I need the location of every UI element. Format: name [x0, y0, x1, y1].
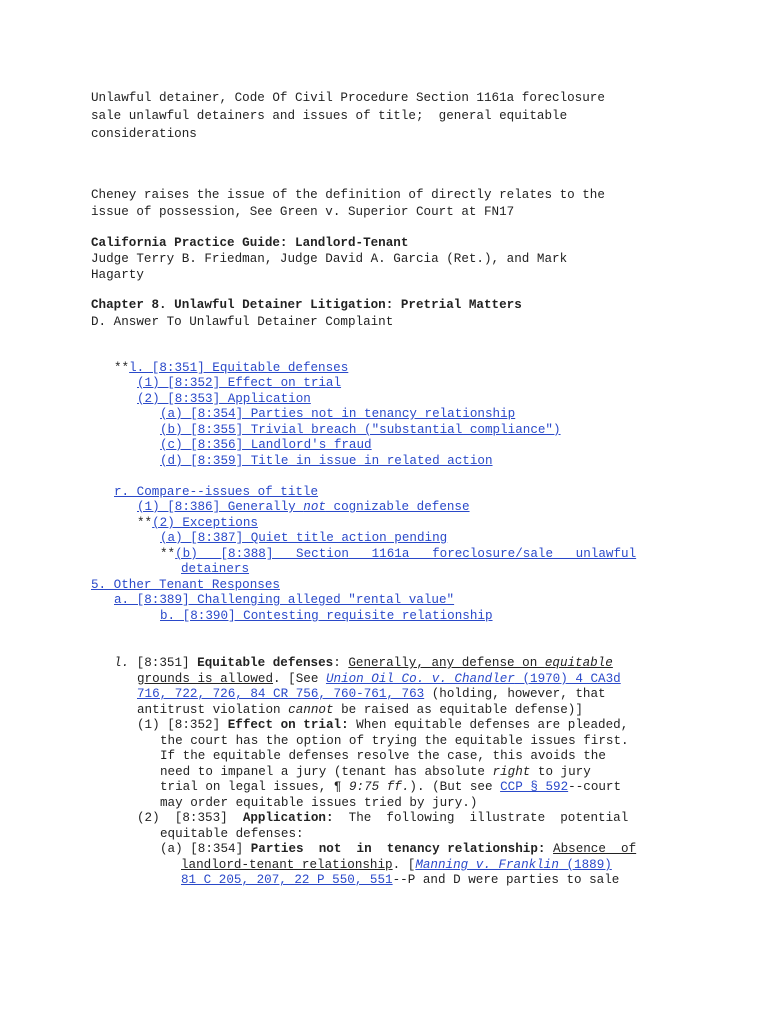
sub1-line-2: the court has the option of trying the equitable issues first. — [160, 734, 629, 748]
toc-r1-post: cognizable defense — [325, 500, 470, 514]
case-cite-link-union-oil[interactable]: (1970) 4 CA3d — [514, 672, 621, 686]
sub1-title: Effect on trial: — [227, 718, 349, 732]
sub1-italic-right: right — [492, 765, 531, 779]
sub2-line-2: equitable defenses: — [160, 827, 304, 841]
toc-link-other-tenant-responses[interactable]: 5. Other Tenant Responses — [91, 578, 280, 592]
authors-line-1: Judge Terry B. Friedman, Judge David A. Garcia (Ret.), and Mark — [91, 252, 568, 266]
sub1-text-5a: trial on legal issues, ¶ — [160, 780, 349, 794]
suba-gap — [545, 842, 553, 856]
statute-link-ccp-592[interactable]: CCP § 592 — [500, 780, 569, 794]
para-text-3: (holding, however, that — [424, 687, 606, 701]
authors-line-2: Hagarty — [91, 268, 144, 282]
intro-heading-line-2: sale unlawful detainers and issues of title; general equitable — [91, 109, 568, 123]
toc-item-section-1161a — [160, 547, 636, 563]
intro-note-line-1: Cheney raises the issue of the definition of directly relates to the — [91, 188, 605, 202]
case-cite-link-manning-2[interactable]: 81 C 205, 207, 22 P 550, 551 — [181, 873, 393, 887]
case-cite-link-union-oil-2[interactable]: 716, 722, 726, 84 CR 756, 760-761, 763 — [137, 687, 425, 701]
para-text: . [See — [273, 672, 326, 686]
toc-r2b-stars: ** — [160, 547, 176, 561]
para-equitable-defenses-line-1 — [114, 656, 613, 672]
para-colon: : — [333, 656, 349, 670]
suba-line-2 — [181, 858, 612, 874]
toc-item-l — [114, 361, 348, 377]
case-link-union-oil[interactable]: Union Oil Co. v. Chandler — [325, 672, 515, 686]
toc-link-exceptions[interactable]: (2) Exceptions — [152, 516, 258, 530]
toc-link-section-1161a-cont[interactable]: detainers — [181, 562, 250, 576]
suba-underlined-1: Absence of — [553, 842, 637, 856]
toc-link-rental-value[interactable]: a. [8:389] Challenging alleged "rental value" — [114, 593, 455, 607]
intro-note-line-2: issue of possession, See Green v. Superior Court at FN17 — [91, 205, 515, 219]
toc-link-requisite-relationship[interactable]: b. [8:390] Contesting requisite relationship — [160, 609, 493, 623]
sub1-line-3: If the equitable defenses resolve the case, this avoids the — [160, 749, 606, 763]
suba-text-3: --P and D were parties to sale — [392, 873, 620, 887]
sub1-text-4: need to impanel a jury (tenant has absolute — [160, 765, 493, 779]
sub2-title: Application: — [242, 811, 334, 825]
intro-heading-line-1: Unlawful detainer, Code Of Civil Procedure Section 1161a foreclosure — [91, 91, 605, 105]
sub1-italic-ref: 9:75 ff. — [348, 780, 410, 794]
para-equitable-defenses-line-4 — [137, 703, 583, 719]
toc-link-application[interactable]: (2) [8:353] Application — [137, 392, 311, 406]
intro-heading-line-3: considerations — [91, 127, 197, 141]
chapter-title: Chapter 8. Unlawful Detainer Litigation: Pretrial Matters — [91, 298, 522, 312]
case-cite-link-manning[interactable]: (1889) — [558, 858, 612, 872]
suba-line-3 — [181, 873, 619, 889]
para-italic-cannot: cannot — [288, 703, 334, 717]
para-number: l. — [114, 656, 130, 670]
suba-title: Parties not in tenancy relationship: — [250, 842, 546, 856]
toc-item-exceptions — [137, 516, 258, 532]
section-title: D. Answer To Unlawful Detainer Complaint — [91, 315, 394, 329]
toc-link-title-in-issue[interactable]: (d) [8:359] Title in issue in related action — [160, 454, 493, 468]
toc-link-trivial-breach[interactable]: (b) [8:355] Trivial breach ("substantial compliance") — [160, 423, 561, 437]
sub1-line-1 — [137, 718, 628, 734]
suba-number: (a) [8:354] — [160, 842, 251, 856]
toc-link-equitable-defenses[interactable]: l. [8:351] Equitable defenses — [129, 361, 349, 375]
para-equitable-defenses-line-3 — [137, 687, 606, 703]
suba-underlined-2: landlord-tenant relationship — [181, 858, 393, 872]
toc-link-landlords-fraud[interactable]: (c) [8:356] Landlord's fraud — [160, 438, 372, 452]
sub2-text-1: The following illustrate potential — [333, 811, 629, 825]
toc-link-compare-issues-of-title[interactable]: r. Compare--issues of title — [114, 485, 319, 499]
sub1-text-5c: --court — [568, 780, 622, 794]
sub1-line-6: may order equitable issues tried by jury.) — [160, 796, 478, 810]
toc-link-quiet-title-action[interactable]: (a) [8:387] Quiet title action pending — [160, 531, 448, 545]
para-ref: [8:351] — [129, 656, 198, 670]
sub1-text-5b: ). (But see — [409, 780, 501, 794]
sub1-line-5 — [160, 780, 621, 796]
toc-link-generally-not-cognizable[interactable] — [137, 500, 470, 516]
guide-title: California Practice Guide: Landlord-Tenant — [91, 236, 409, 250]
sub2-number: (2) [8:353] — [137, 811, 243, 825]
sub1-number: (1) [8:352] — [137, 718, 228, 732]
toc-stars: ** — [114, 361, 130, 375]
suba-text-2: . [ — [392, 858, 416, 872]
toc-link-section-1161a[interactable]: (b) [8:388] Section 1161a foreclosure/sale unlawful — [175, 547, 637, 561]
suba-line-1 — [160, 842, 636, 858]
toc-r2-stars: ** — [137, 516, 153, 530]
toc-link-parties-not-in-tenancy[interactable]: (a) [8:354] Parties not in tenancy relationship — [160, 407, 516, 421]
para-underlined-text: Generally, any defense on — [348, 656, 545, 670]
para-equitable-defenses-line-2 — [137, 672, 621, 688]
para-underlined-italic: equitable — [544, 656, 613, 670]
para-text-4a: antitrust violation — [137, 703, 289, 717]
para-title: Equitable defenses — [197, 656, 334, 670]
sub1-text-1: When equitable defenses are pleaded, — [348, 718, 629, 732]
sub1-text-4b: to jury — [530, 765, 591, 779]
para-text-4b: be raised as equitable defense)] — [333, 703, 583, 717]
sub2-line-1 — [137, 811, 628, 827]
toc-r1-pre: (1) [8:386] Generally — [137, 500, 304, 514]
case-link-manning[interactable]: Manning v. Franklin — [415, 858, 559, 872]
para-underlined-text-2: grounds is allowed — [137, 672, 274, 686]
toc-link-effect-on-trial[interactable]: (1) [8:352] Effect on trial — [137, 376, 342, 390]
toc-r1-not: not — [303, 500, 326, 514]
sub1-line-4 — [160, 765, 591, 781]
